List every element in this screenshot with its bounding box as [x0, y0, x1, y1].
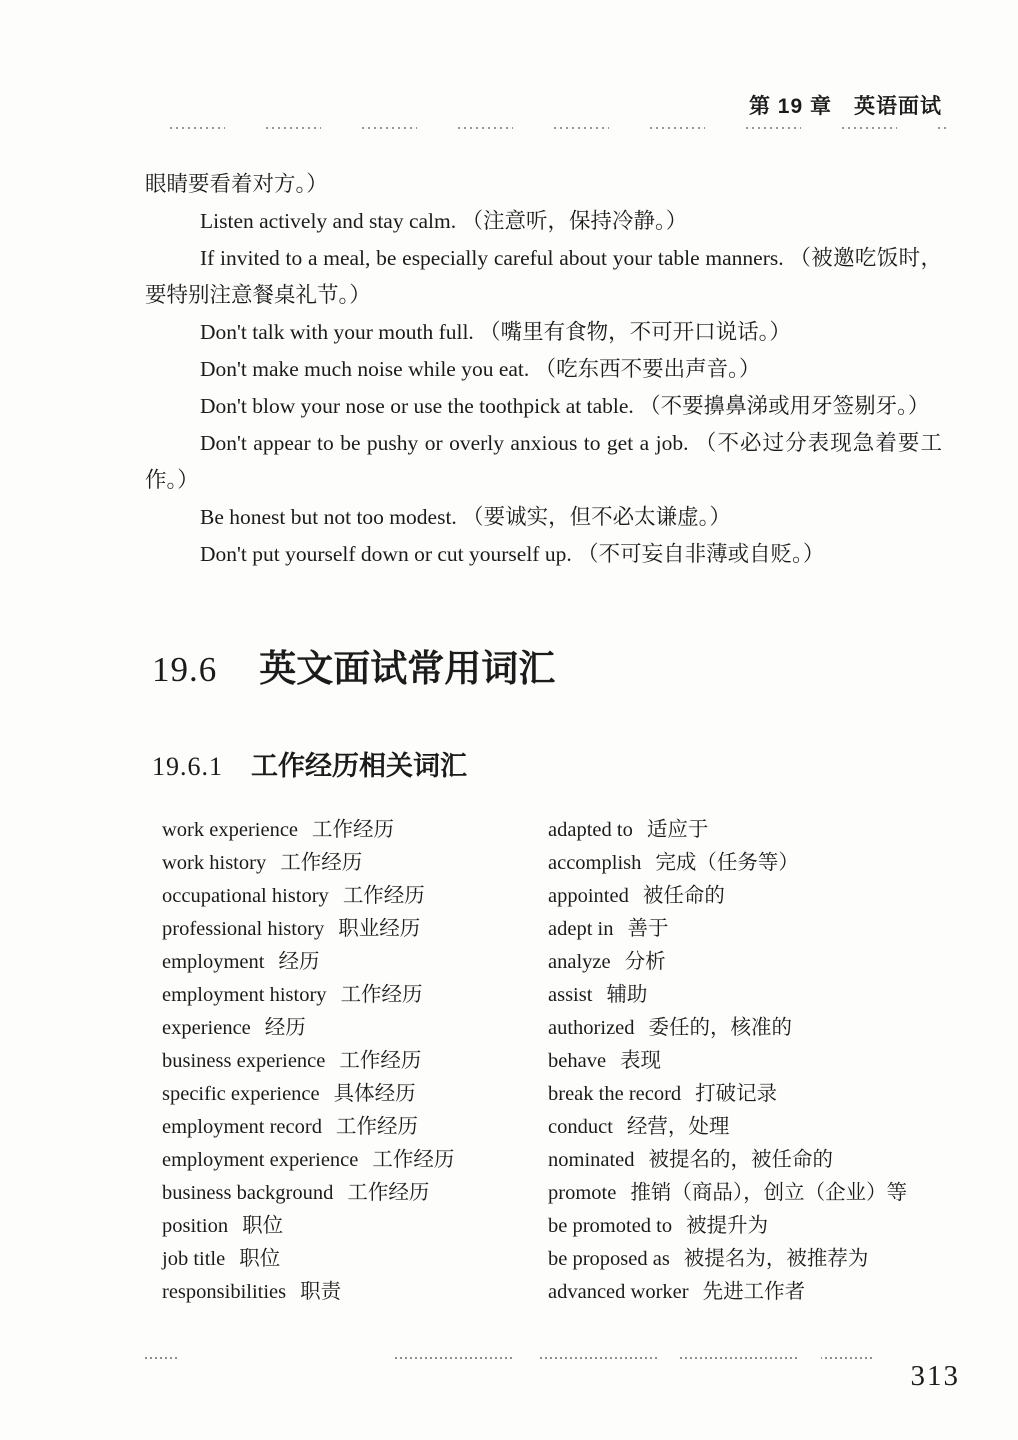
vocab-term: experience: [162, 1017, 251, 1039]
vocab-gloss: 职位: [242, 1215, 284, 1237]
vocab-entry: [162, 979, 454, 1012]
paragraph: 眼睛要看着对方。）: [145, 172, 328, 196]
vocab-gloss: 工作经历: [335, 1116, 418, 1138]
vocab-term: analyze: [548, 951, 611, 973]
vocab-gloss: 完成（任务等）: [655, 852, 799, 874]
footer-divider-long: [395, 1357, 873, 1359]
vocab-entry: [162, 1243, 454, 1276]
footer-divider-short: [145, 1357, 179, 1359]
vocab-term: work experience: [162, 819, 299, 841]
section-title: 英文面试常用词汇: [259, 648, 556, 689]
vocab-term: occupational history: [162, 885, 329, 907]
vocab-entry: [162, 1210, 454, 1243]
vocab-gloss: 经历: [278, 951, 320, 973]
vocab-gloss: 被任命的: [642, 885, 725, 907]
vocab-term: work history: [162, 852, 267, 874]
vocab-gloss: 先进工作者: [702, 1281, 806, 1303]
vocab-entry: [162, 1177, 454, 1210]
vocab-entry: [162, 1144, 454, 1177]
vocab-term: position: [162, 1215, 229, 1237]
vocab-entry: [548, 847, 907, 880]
vocab-entry: [548, 880, 907, 913]
subsection-number: 19.6.1: [152, 752, 223, 781]
vocab-term: conduct: [548, 1116, 613, 1138]
vocab-gloss: 具体经历: [333, 1083, 416, 1105]
section-heading: [152, 638, 555, 692]
vocab-term: be promoted to: [548, 1215, 673, 1237]
vocab-gloss: 经历: [264, 1017, 306, 1039]
vocab-term: assist: [548, 984, 593, 1006]
vocab-term: break the record: [548, 1083, 682, 1105]
header-divider: [170, 127, 946, 129]
paragraph: Don't blow your nose or use the toothpick at table. （不要擤鼻涕或用牙签剔牙。）: [200, 394, 930, 418]
body-paragraphs: [145, 166, 942, 573]
vocab-term: behave: [548, 1050, 607, 1072]
vocabulary-column-left: [162, 814, 454, 1309]
vocab-entry: [162, 1078, 454, 1111]
vocab-entry: [162, 880, 454, 913]
vocab-gloss: 工作经历: [372, 1149, 455, 1171]
vocab-term: advanced worker: [548, 1281, 689, 1303]
running-head: 第 19 章 英语面试: [748, 95, 942, 118]
vocab-term: business experience: [162, 1050, 326, 1072]
vocab-entry: [162, 814, 454, 847]
vocab-gloss: 适应于: [646, 819, 709, 841]
subsection-title: 工作经历相关词汇: [251, 751, 467, 781]
vocab-entry: [548, 1276, 907, 1309]
vocab-entry: [548, 979, 907, 1012]
vocab-term: specific experience: [162, 1083, 320, 1105]
vocab-entry: [162, 1012, 454, 1045]
vocab-term: job title: [162, 1248, 226, 1270]
vocab-entry: [162, 1045, 454, 1078]
vocab-gloss: 职位: [239, 1248, 281, 1270]
vocab-gloss: 工作经历: [339, 1050, 422, 1072]
paragraph: Listen actively and stay calm. （注意听，保持冷静。）: [200, 209, 688, 233]
vocab-gloss: 职业经历: [338, 918, 421, 940]
vocab-entry: [162, 847, 454, 880]
vocab-term: employment record: [162, 1116, 322, 1138]
paragraph: If invited to a meal, be especially careful about your table manners. （被邀吃饭时，要特别注意餐桌礼节。）: [145, 246, 942, 307]
vocab-term: promote: [548, 1182, 617, 1204]
paragraph: Be honest but not too modest. （要诚实，但不必太谦虚。）: [200, 505, 731, 529]
vocab-gloss: 善于: [627, 918, 669, 940]
vocab-entry: [548, 1045, 907, 1078]
vocab-entry: [162, 913, 454, 946]
vocab-term: employment experience: [162, 1149, 359, 1171]
vocab-term: employment: [162, 951, 265, 973]
vocab-entry: [162, 1111, 454, 1144]
vocab-entry: [548, 1012, 907, 1045]
vocab-gloss: 委任的，核准的: [648, 1017, 793, 1039]
vocab-gloss: 工作经历: [342, 885, 425, 907]
vocab-entry: [548, 1177, 907, 1210]
vocab-gloss: 分析: [624, 951, 666, 973]
vocab-term: accomplish: [548, 852, 642, 874]
vocabulary-column-right: [548, 814, 907, 1309]
vocab-entry: [548, 1078, 907, 1111]
vocab-gloss: 推销（商品），创立（企业）等: [630, 1182, 908, 1204]
subsection-heading: [152, 744, 467, 783]
vocab-gloss: 辅助: [606, 984, 648, 1006]
vocab-gloss: 被提名的，被任命的: [648, 1149, 834, 1171]
vocab-entry: [548, 1243, 907, 1276]
vocab-term: professional history: [162, 918, 325, 940]
vocab-entry: [548, 814, 907, 847]
vocab-term: business background: [162, 1182, 334, 1204]
paragraph: Don't make much noise while you eat. （吃东西不要出声音。）: [200, 357, 761, 381]
vocab-gloss: 职责: [300, 1281, 342, 1303]
vocab-entry: [548, 946, 907, 979]
vocab-gloss: 经营，处理: [626, 1116, 730, 1138]
vocab-term: nominated: [548, 1149, 635, 1171]
vocab-term: be proposed as: [548, 1248, 670, 1270]
section-number: 19.6: [152, 650, 218, 689]
paragraph: Don't put yourself down or cut yourself up. （不可妄自非薄或自贬。）: [200, 542, 825, 566]
vocab-term: adapted to: [548, 819, 633, 841]
vocab-term: authorized: [548, 1017, 635, 1039]
vocab-gloss: 打破记录: [695, 1083, 778, 1105]
vocab-entry: [548, 913, 907, 946]
vocab-gloss: 被提升为: [686, 1215, 769, 1237]
vocab-gloss: 被提名为，被推荐为: [683, 1248, 869, 1270]
vocab-term: responsibilities: [162, 1281, 287, 1303]
vocab-term: employment history: [162, 984, 327, 1006]
page-number: 313: [910, 1360, 960, 1392]
vocab-entry: [162, 946, 454, 979]
vocab-gloss: 工作经历: [347, 1182, 430, 1204]
paragraph: Don't talk with your mouth full. （嘴里有食物，不可开口说话。）: [200, 320, 791, 344]
vocab-gloss: 表现: [620, 1050, 662, 1072]
vocab-entry: [548, 1210, 907, 1243]
vocab-entry: [162, 1276, 454, 1309]
paragraph: Don't appear to be pushy or overly anxious to get a job. （不必过分表现急着要工作。）: [145, 431, 942, 492]
vocab-term: adept in: [548, 918, 614, 940]
vocab-gloss: 工作经历: [312, 819, 395, 841]
vocab-entry: [548, 1111, 907, 1144]
vocab-gloss: 工作经历: [280, 852, 363, 874]
vocab-entry: [548, 1144, 907, 1177]
vocab-term: appointed: [548, 885, 629, 907]
vocab-gloss: 工作经历: [340, 984, 423, 1006]
